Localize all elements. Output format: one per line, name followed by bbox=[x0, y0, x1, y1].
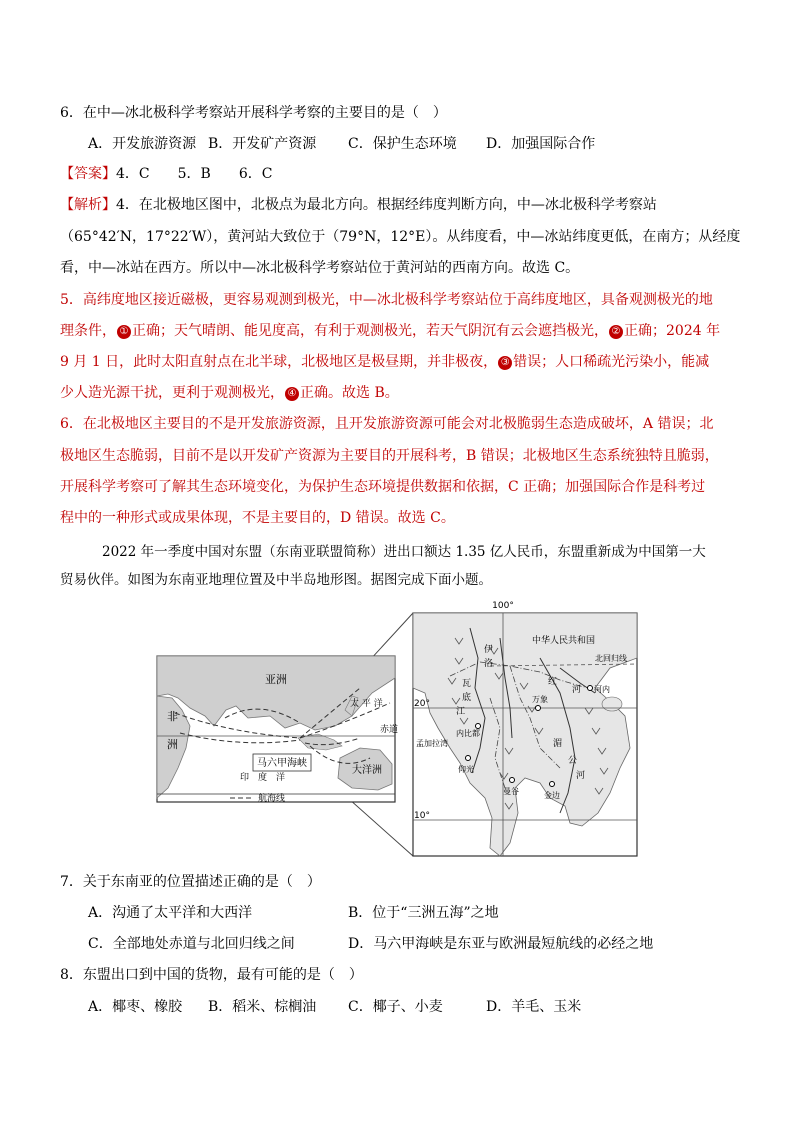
label-20-degree: 20° bbox=[414, 699, 430, 709]
label-10-degree: 10° bbox=[414, 811, 430, 821]
label-africa-1: 非 bbox=[167, 710, 178, 723]
label-naypyidaw: 内比都 bbox=[456, 729, 480, 738]
circle-4: ④ bbox=[285, 387, 299, 401]
q8-stem: 8．东盟出口到中国的货物，最有可能的是（ ） bbox=[60, 967, 363, 983]
label-malacca-strait: 马六甲海峡 bbox=[257, 758, 307, 769]
answer-tag: 【答案】 bbox=[60, 166, 116, 182]
label-africa-2: 洲 bbox=[167, 738, 178, 751]
southeast-asia-figure bbox=[0, 598, 794, 868]
label-vientiane: 万象 bbox=[532, 695, 548, 704]
answer-text: 4．C 5．B 6．C bbox=[116, 166, 273, 182]
analysis-p4-l2: （65°42′N，17°22′W），黄河站大致位于（79°N，12°E）。从纬度看，中—冰站纬度更低，在南方；从经度 bbox=[60, 229, 741, 245]
answer-line bbox=[60, 164, 272, 184]
p5-l2a: 理条件， bbox=[60, 323, 116, 339]
label-indian-ocean: 印 度 洋 bbox=[240, 773, 286, 783]
label-luo: 洛 bbox=[484, 659, 494, 669]
analysis-p6-l4: 程中的一种形式或成果体现，不是主要目的，D 错误。故选 C。 bbox=[60, 510, 455, 526]
label-wa: 瓦 bbox=[462, 679, 472, 689]
circle-2: ② bbox=[609, 325, 623, 339]
q6-option-d: D．加强国际合作 bbox=[486, 136, 596, 152]
analysis-line-1 bbox=[60, 195, 657, 215]
label-he2: 河 bbox=[576, 771, 586, 781]
analysis-p6-l1: 6．在北极地区主要目的不是开发旅游资源，且开发旅游资源可能会对北极脆弱生态造成破坏，A 错误；北 bbox=[60, 416, 714, 432]
label-tropic-of-cancer: 北回归线 bbox=[595, 654, 627, 663]
p5-l4b: 正确。故选 B。 bbox=[300, 385, 399, 401]
label-china: 中华人民共和国 bbox=[532, 636, 596, 646]
analysis-p6-l3: 开展科学考察可了解其生态环境变化，为保护生态环境提供数据和依据，C 正确；加强国际合作是科考过 bbox=[60, 479, 706, 495]
q8-option-d: D．羊毛、玉米 bbox=[486, 999, 582, 1015]
label-mei: 湄 bbox=[553, 739, 563, 749]
asia-location-map bbox=[157, 656, 398, 804]
label-equator: 赤道 bbox=[380, 725, 399, 735]
label-yi: 伊 bbox=[484, 645, 494, 655]
analysis-p5-l2 bbox=[60, 321, 720, 341]
q7-stem: 7．关于东南亚的位置描述正确的是（ ） bbox=[60, 874, 321, 890]
q7-option-d: D．马六甲海峡是东亚与欧洲最短航线的必经之地 bbox=[348, 936, 654, 952]
p5-l3b: 错误；人口稀疏光污染小，能减 bbox=[513, 354, 710, 370]
label-hong: 红 bbox=[548, 677, 558, 687]
label-bangkok: 曼谷 bbox=[503, 787, 519, 796]
legend-label: 航海线 bbox=[258, 794, 286, 804]
label-he: 河 bbox=[572, 685, 582, 695]
p5-l2c: 正确；2024 年 bbox=[624, 323, 721, 339]
circle-3: ③ bbox=[498, 356, 512, 370]
q7-option-b: B．位于“三洲五海”之地 bbox=[348, 905, 499, 921]
label-100-degree: 100° bbox=[492, 601, 514, 611]
intro-line-1: 2022 年一季度中国对东盟（东南亚联盟简称）进出口额达 1.35 亿人民币，东盟重新成为中国第一大 bbox=[102, 544, 706, 560]
analysis-p6-l2: 极地区生态脆弱，目前不是以开发矿产资源为主要目的开展科考，B 错误；北极地区生态系统独特且脆弱， bbox=[60, 448, 719, 464]
label-oceania: 大洋洲 bbox=[352, 765, 382, 776]
p5-l3a: 9 月 1 日，此时太阳直射点在北半球，北极地区是极昼期，并非极夜， bbox=[60, 354, 498, 370]
circle-1: ① bbox=[117, 325, 131, 339]
indochina-terrain-map bbox=[413, 601, 637, 856]
analysis-p4-l1: 4．在北极地区图中，北极点为最北方向。根据经纬度判断方向，中—冰北极科学考察站 bbox=[116, 197, 657, 213]
q6-stem: 6．在中—冰北极科学考察站开展科学考察的主要目的是（ ） bbox=[60, 105, 447, 121]
label-asia: 亚洲 bbox=[265, 673, 287, 686]
p5-l2b: 正确；天气晴朗、能见度高，有利于观测极光，若天气阴沉有云会遮挡极光， bbox=[132, 323, 608, 339]
analysis-p5-l4 bbox=[60, 383, 399, 403]
analysis-p5-l1: 5．高纬度地区接近磁极，更容易观测到极光，中—冰北极科学考察站位于高纬度地区，具备观测极光的地 bbox=[60, 292, 713, 308]
analysis-p4-l3: 看，中—冰站在西方。所以中—冰北极科学考察站位于黄河站的西南方向。故选 C。 bbox=[60, 260, 580, 276]
q6-option-b: B．开发矿产资源 bbox=[208, 136, 317, 152]
label-bay-of-bengal: 孟加拉湾 bbox=[416, 739, 448, 748]
label-yangon: 仰光 bbox=[458, 765, 474, 774]
q6-option-a: A．开发旅游资源 bbox=[88, 136, 197, 152]
q8-option-a: A．椰枣、橡胶 bbox=[88, 999, 183, 1015]
label-hanoi: 河内 bbox=[594, 685, 610, 694]
label-phnom-penh: 金边 bbox=[544, 791, 560, 800]
label-gong: 公 bbox=[568, 756, 578, 766]
q8-option-c: C．椰子、小麦 bbox=[348, 999, 443, 1015]
q7-option-c: C．全部地处赤道与北回归线之间 bbox=[88, 936, 295, 952]
label-di: 底 bbox=[462, 693, 472, 703]
analysis-p5-l3 bbox=[60, 352, 709, 372]
q7-option-a: A．沟通了太平洋和大西洋 bbox=[88, 905, 253, 921]
q8-option-b: B．稻米、棕榈油 bbox=[208, 999, 317, 1015]
p5-l4a: 少人造光源干扰，更利于观测极光， bbox=[60, 385, 284, 401]
intro-line-2: 贸易伙伴。如图为东南亚地理位置及中半岛地形图。据图完成下面小题。 bbox=[60, 572, 492, 588]
analysis-tag: 【解析】 bbox=[60, 197, 116, 213]
q6-option-c: C．保护生态环境 bbox=[348, 136, 457, 152]
label-pacific: 太 平 洋 bbox=[350, 699, 383, 709]
label-jiang: 江 bbox=[456, 707, 466, 717]
